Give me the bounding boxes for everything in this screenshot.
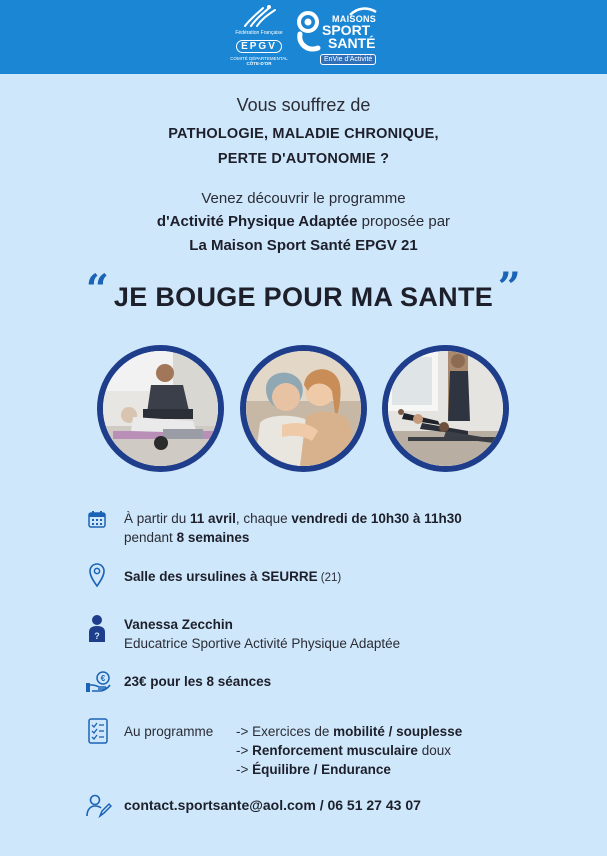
photo-therapy-session — [97, 345, 224, 472]
start-date: 11 avril — [190, 511, 236, 526]
program-item: -> Exercices de mobilité / souplesse — [236, 724, 463, 739]
price-line: 23€ pour les 8 séances — [124, 674, 272, 689]
committee-line: COMITÉ DÉPARTEMENTAL — [230, 56, 288, 61]
close-quote-icon: ” — [497, 264, 522, 311]
activity-rest: proposée par — [357, 213, 451, 230]
federation-line: Fédération Française — [235, 30, 283, 36]
activity-line — [0, 213, 607, 230]
pathology-line-2: PERTE D'AUTONOMIE ? — [217, 151, 390, 167]
contact-person-icon — [86, 794, 112, 818]
slogan-title: JE BOUGE POUR MA SANTE — [113, 282, 494, 312]
federation-epgv-logo — [226, 4, 292, 72]
schedule-line-1: À partir du 11 avril, chaque vendredi de 10h30 à 11h30 — [124, 511, 462, 526]
svg-text:?: ? — [94, 631, 100, 641]
schedule-line-2: pendant 8 semaines — [124, 530, 250, 545]
photo-group-plank — [382, 345, 509, 472]
coach-role: Educatrice Sportive Activité Physique Adaptée — [124, 636, 401, 651]
pathology-line-1: PATHOLOGIE, MALADIE CHRONIQUE, — [168, 126, 439, 142]
calendar-icon — [88, 510, 106, 528]
open-quote-icon: “ — [85, 266, 110, 313]
mss-line2: SPORT — [322, 22, 371, 38]
person-icon — [88, 614, 106, 642]
checklist-icon — [88, 718, 108, 744]
location-pin-icon — [88, 562, 106, 588]
gymnast-icon — [239, 4, 279, 30]
svg-text:€: € — [100, 674, 106, 683]
euro-hand-icon — [86, 671, 112, 693]
photo-women-smiling — [240, 345, 367, 472]
program-item: -> Renforcement musculaire doux — [236, 743, 451, 758]
contact-line: contact.sportsante@aol.com / 06 51 27 43 07 — [124, 797, 421, 813]
maisons-sport-sante-logo — [292, 4, 382, 70]
day-time: vendredi de 10h30 à 11h30 — [291, 511, 462, 526]
program-label: Au programme — [124, 724, 214, 739]
region-line: CÔTE-D'OR — [246, 61, 272, 66]
location-dept: (21) — [317, 572, 342, 584]
activity-bold: d'Activité Physique Adaptée — [156, 213, 358, 230]
slogan-block — [0, 264, 607, 316]
maison-line: La Maison Sport Santé EPGV 21 — [189, 237, 418, 254]
coach-name: Vanessa Zecchin — [124, 617, 233, 632]
location-line — [124, 569, 341, 584]
location-place: Salle des ursulines à SEURRE — [124, 569, 318, 584]
program-item: -> Équilibre / Endurance — [236, 762, 391, 777]
mss-tagline: EnVie d'Activité — [320, 54, 376, 65]
discover-line: Venez découvrir le programme — [201, 190, 406, 207]
intro-question: Vous souffrez de — [236, 95, 371, 115]
header-band — [0, 0, 607, 74]
duration: 8 semaines — [176, 530, 250, 545]
mss-line3: SANTÉ — [328, 35, 376, 51]
epgv-acronym: EPGV — [236, 40, 282, 53]
mss-line1: MAISONS — [332, 14, 377, 24]
